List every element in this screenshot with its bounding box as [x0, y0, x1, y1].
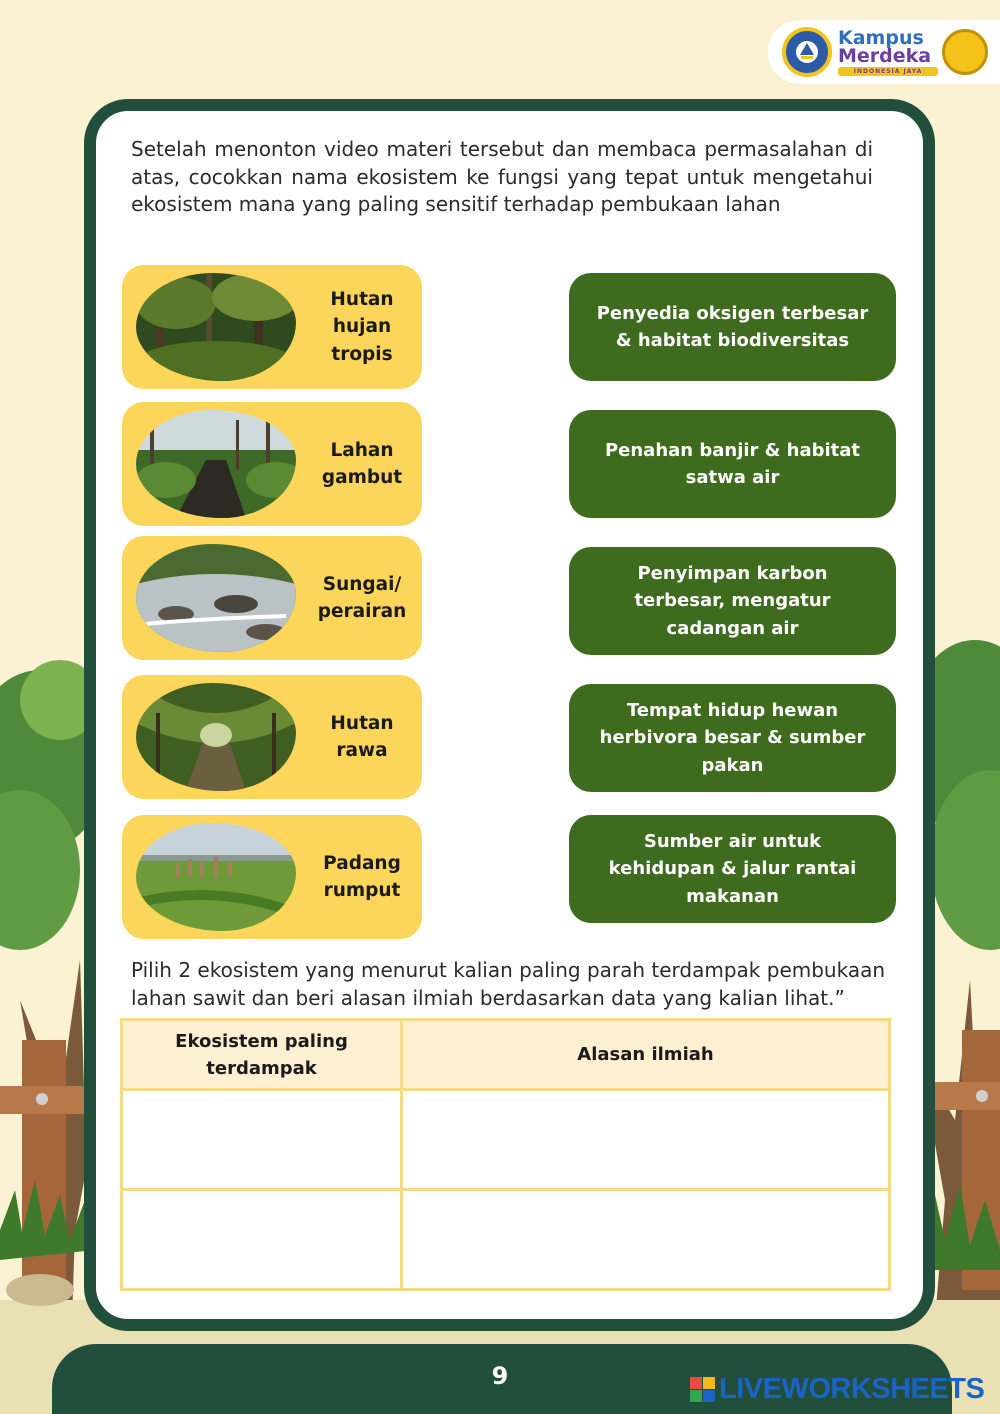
page-number: 9: [491, 1362, 509, 1390]
ecosystem-card-hutan-hujan-tropis[interactable]: [122, 265, 422, 389]
question-text: Pilih 2 ekosistem yang menurut kalian paling parah terdampak pembukaan lahan sawit dan beri alasan ilmiah berdasarkan data yang kalian lihat.”: [131, 958, 886, 1010]
ecosystem-name: Hutan hujan tropis: [330, 288, 394, 365]
function-card-1[interactable]: Penyedia oksigen terbesar & habitat biodiversitas: [569, 273, 896, 381]
answer-reason-cell-2[interactable]: [402, 1190, 890, 1290]
answer-ecosystem-cell-1[interactable]: [122, 1090, 402, 1190]
ecosystem-name: Sungai/ perairan: [317, 573, 407, 622]
logo-tagline: INDONESIA JAYA: [838, 67, 938, 76]
kampus-merdeka-logo: [768, 20, 1000, 84]
function-card-3[interactable]: Penyimpan karbon terbesar, mengatur cadangan air: [569, 547, 896, 655]
grassland-photo: [136, 823, 296, 931]
rainforest-photo: [136, 273, 296, 381]
ecosystem-card-padang-rumput[interactable]: [122, 815, 422, 939]
answer-table: [120, 1018, 891, 1291]
function-card-2[interactable]: Penahan banjir & habitat satwa air: [569, 410, 896, 518]
ecosystem-card-sungai-perairan[interactable]: [122, 536, 422, 660]
function-card-4[interactable]: Tempat hidup hewan herbivora besar & sumber pakan: [569, 684, 896, 792]
intro-instructions: Setelah menonton video materi tersebut dan membaca permasalahan di atas, cocokkan nama ekosistem ke fungsi yang tepat untuk mengetahui ekosistem mana yang paling sensitif terhadap pembukaan lahan: [131, 137, 873, 216]
peatland-photo: [136, 410, 296, 518]
tut-wuri-handayani-logo-icon: [782, 27, 832, 77]
liveworksheets-icon: [690, 1377, 715, 1402]
liveworksheets-logo: [690, 1374, 984, 1404]
kampus-merdeka-wordmark: [838, 26, 938, 76]
river-photo: [136, 544, 296, 652]
table-row: [122, 1190, 890, 1290]
swamp-forest-photo: [136, 683, 296, 791]
university-seal-icon: [942, 29, 988, 75]
answer-ecosystem-cell-2[interactable]: [122, 1190, 402, 1290]
liveworksheets-wordmark: LIVEWORKSHEETS: [719, 1372, 985, 1405]
logo-line-1: Kampus: [838, 26, 924, 49]
answer-reason-cell-1[interactable]: [402, 1090, 890, 1190]
ecosystem-name: Hutan rawa: [330, 712, 394, 761]
column-header-ecosystem: Ekosistem paling terdampak: [122, 1020, 402, 1090]
ecosystem-name: Lahan gambut: [321, 439, 403, 488]
function-card-5[interactable]: Sumber air untuk kehidupan & jalur rantai makanan: [569, 815, 896, 923]
table-header-row: [122, 1020, 890, 1090]
ecosystem-card-hutan-rawa[interactable]: [122, 675, 422, 799]
ecosystem-card-lahan-gambut[interactable]: [122, 402, 422, 526]
ecosystem-name: Padang rumput: [323, 852, 401, 901]
table-row: [122, 1090, 890, 1190]
logo-line-2: Merdeka: [838, 44, 932, 67]
column-header-reason: Alasan ilmiah: [402, 1020, 890, 1090]
